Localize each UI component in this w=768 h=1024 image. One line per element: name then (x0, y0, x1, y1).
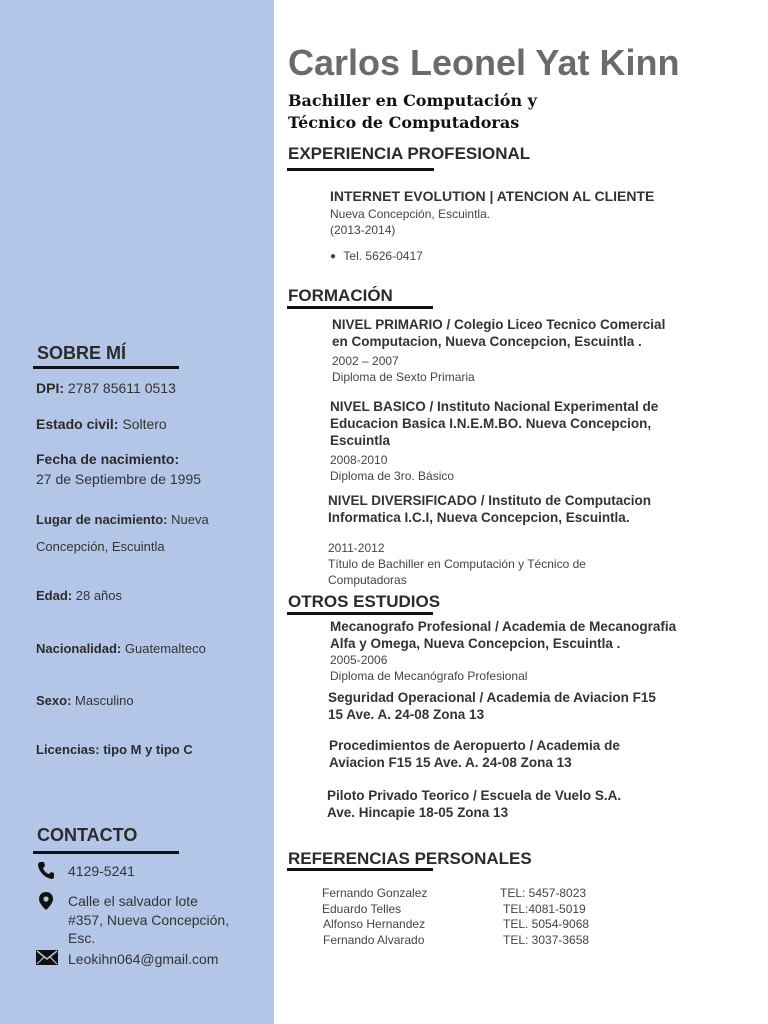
experience-years: (2013-2014) (330, 223, 396, 237)
reference-name: Alfonso Hernandez (323, 917, 426, 931)
bullet-icon: ● (330, 251, 337, 262)
education-item-line-2: Informatica I.C.I, Nueva Concepcion, Escuintla. (328, 510, 630, 525)
civil-label: Estado civil: (36, 416, 119, 432)
sex-value: Masculino (75, 693, 134, 708)
education-item-degree-2: Computadoras (328, 573, 407, 587)
other-study-line-2: 15 Ave. A. 24-08 Zona 13 (328, 707, 485, 722)
other-study-line-1: Mecanografo Profesional / Academia de Mecanografia (330, 619, 677, 634)
experience-phone: Tel. 5626-0417 (343, 249, 423, 263)
education-item-line-3: Escuintla (330, 433, 391, 448)
place-value-1: Nueva (171, 512, 209, 527)
map-pin-icon (39, 892, 53, 910)
reference-tel: TEL: 3037-3658 (503, 932, 590, 947)
other-study-degree: Diploma de Mecanógrafo Profesional (330, 669, 528, 683)
resume-name: Carlos Leonel Yat Kinn (288, 42, 680, 83)
civil-row (36, 414, 167, 434)
education-item-line-1: NIVEL DIVERSIFICADO / Instituto de Computacion (328, 493, 652, 508)
sex-row (36, 691, 134, 711)
subtitle-line-1: Bachiller en Computación y (288, 91, 537, 110)
experience-heading-rule (287, 168, 434, 171)
experience-heading: EXPERIENCIA PROFESIONAL (288, 144, 531, 163)
nationality-row (36, 639, 206, 659)
other-study-line-2: Aviacion F15 15 Ave. A. 24-08 Zona 13 (329, 755, 572, 770)
sidebar (0, 0, 274, 1024)
education-item-degree: Diploma de 3ro. Básico (330, 469, 455, 483)
reference-name: Fernando Gonzalez (322, 886, 428, 900)
other-study-years: 2005-2006 (330, 653, 388, 667)
phone-icon (38, 861, 54, 879)
reference-name: Fernando Alvarado (323, 932, 425, 947)
resume-subtitle (288, 90, 537, 134)
experience-title: INTERNET EVOLUTION | ATENCION AL CLIENTE (330, 188, 655, 204)
address-line-1: Calle el salvador lote (68, 893, 198, 909)
other-study-line-1: Piloto Privado Teorico / Escuela de Vuelo S.A. (327, 788, 622, 803)
reference-name: Eduardo Telles (322, 901, 402, 916)
sex-label: Sexo: (36, 693, 72, 708)
contact-heading: CONTACTO (37, 825, 138, 845)
other-studies-heading-rule (287, 612, 433, 615)
education-item-degree: Título de Bachiller en Computación y Técnico de (328, 557, 586, 571)
education-item-line-1: NIVEL PRIMARIO / Colegio Liceo Tecnico Comercial (332, 317, 666, 332)
about-heading: SOBRE MÍ (37, 343, 127, 363)
civil-value: Soltero (122, 416, 167, 432)
references-heading-rule (287, 868, 433, 871)
education-item-line-2: Educacion Basica I.N.E.M.BO. Nueva Concepcion, (330, 416, 652, 431)
other-study-item (329, 737, 620, 771)
other-study-line-1: Procedimientos de Aeropuerto / Academia de (329, 738, 620, 753)
education-item-line-2: en Computacion, Nueva Concepcion, Escuintla . (332, 334, 642, 349)
education-item-years: 2008-2010 (330, 453, 388, 467)
other-studies-heading: OTROS ESTUDIOS (288, 592, 441, 611)
contact-address (68, 892, 229, 948)
other-study-line-2: Alfa y Omega, Nueva Concepcion, Escuintla . (330, 636, 621, 651)
reference-tel: TEL: 5457-8023 (500, 886, 587, 900)
other-study-line-1: Seguridad Operacional / Academia de Aviacion F15 (328, 690, 656, 705)
licenses-row: Licencias: tipo M y tipo C (36, 742, 193, 757)
reference-row (322, 902, 622, 918)
experience-place: Nueva Concepción, Escuintla. (330, 207, 491, 221)
experience-phone-item (330, 248, 423, 265)
age-label: Edad: (36, 588, 73, 603)
education-heading: FORMACIÓN (288, 286, 393, 305)
age-value: 28 años (75, 588, 123, 603)
education-item-years: 2002 – 2007 (332, 354, 399, 368)
other-study-item (328, 689, 656, 723)
other-study-item (327, 787, 621, 821)
envelope-icon (36, 950, 58, 965)
contact-phone: 4129-5241 (68, 863, 135, 879)
other-study-line-2: Ave. Hincapie 18-05 Zona 13 (327, 805, 509, 820)
subtitle-line-2: Técnico de Computadoras (288, 113, 520, 132)
address-line-2: #357, Nueva Concepción, (68, 911, 230, 928)
experience-details (330, 206, 490, 238)
education-item (328, 492, 651, 588)
nationality-label: Nacionalidad: (36, 641, 122, 656)
reference-row (322, 933, 622, 949)
references-heading: REFERENCIAS PERSONALES (288, 849, 532, 868)
education-heading-rule (287, 306, 433, 309)
other-study-item (330, 618, 676, 684)
education-item-years: 2011-2012 (328, 541, 385, 555)
education-item (332, 316, 665, 385)
dpi-label: DPI: (36, 380, 64, 396)
reference-row (322, 917, 622, 933)
contact-heading-rule (33, 851, 179, 854)
education-item-line-1: NIVEL BASICO / Instituto Nacional Experimental de (330, 399, 659, 414)
place-value-2: Concepción, Escuintla (36, 539, 165, 554)
birth-value: 27 de Septiembre de 1995 (36, 471, 202, 487)
references-list (322, 886, 622, 948)
place-label: Lugar de nacimiento: (36, 512, 168, 527)
dpi-value: 2787 85611 0513 (67, 380, 176, 396)
education-item (330, 398, 658, 484)
about-heading-rule (33, 366, 179, 369)
age-row (36, 586, 122, 606)
reference-tel: TEL. 5054-9068 (503, 917, 590, 931)
address-line-3: Esc. (68, 930, 96, 946)
place-row (36, 506, 209, 560)
nationality-value: Guatemalteco (124, 641, 206, 656)
education-item-degree: Diploma de Sexto Primaria (332, 370, 475, 384)
birth-row (36, 449, 201, 489)
reference-row (322, 886, 622, 902)
birth-label: Fecha de nacimiento: (36, 451, 180, 467)
dpi-row (36, 378, 176, 398)
contact-email[interactable]: Leokihn064@gmail.com (68, 951, 219, 967)
reference-tel: TEL:4081-5019 (503, 901, 586, 916)
